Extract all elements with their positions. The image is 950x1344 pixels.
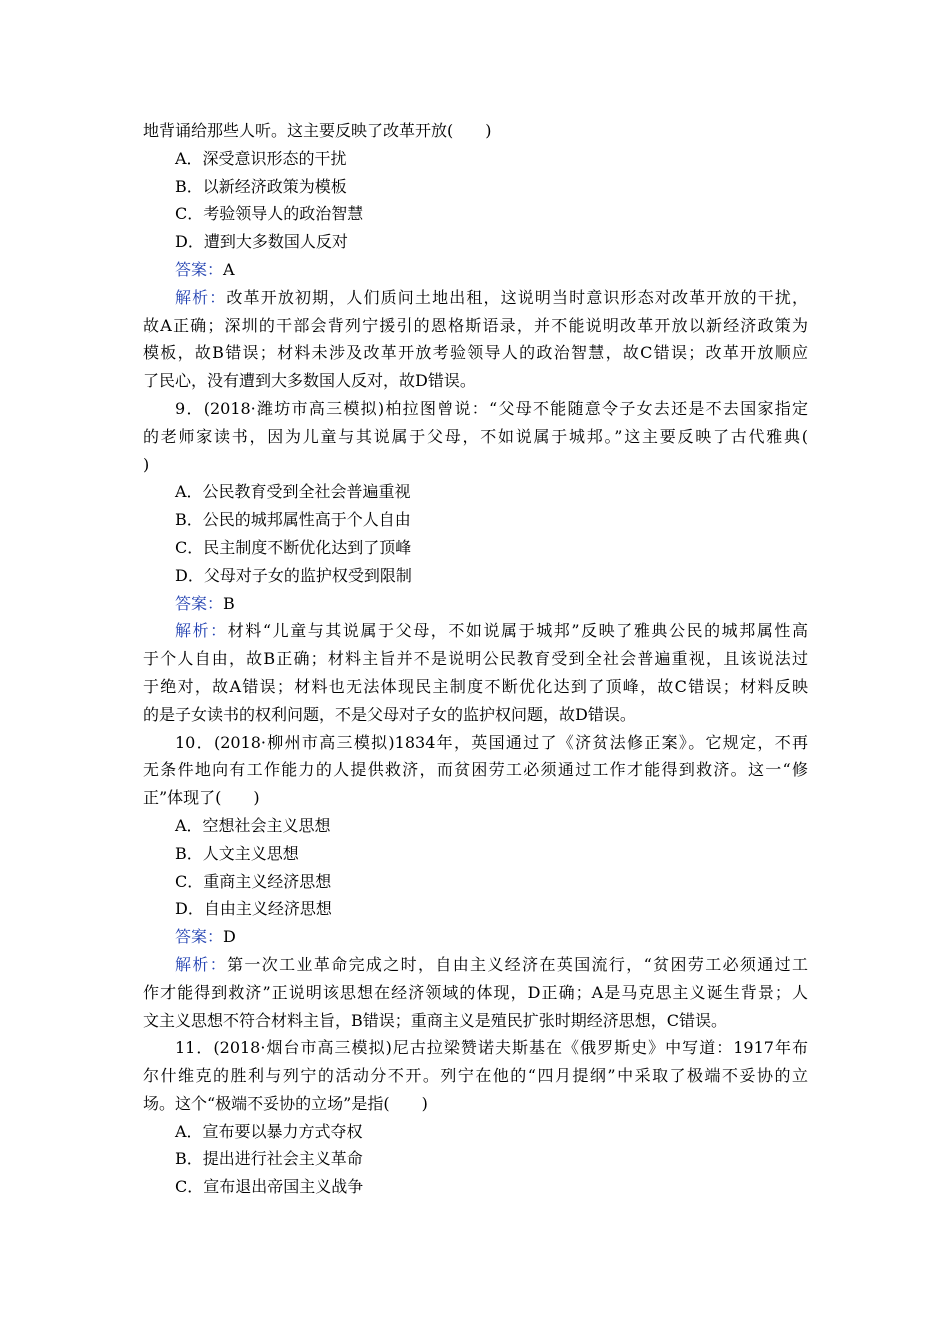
question-stem: 10．(2018·柳州市高三模拟)1834年，英国通过了《济贫法修正案》。它规定，不再 xyxy=(175,732,808,752)
analysis-line: 文主义思想不符合材料主旨，B错误；重商主义是殖民扩张时期经济思想，C错误。 xyxy=(143,1010,728,1030)
option-d: D．遭到大多数国人反对 xyxy=(175,232,348,252)
option-a: A．空想社会主义思想 xyxy=(175,815,331,835)
question-stem: 场。这个“极端不妥协的立场”是指( ) xyxy=(143,1093,428,1113)
analysis-label: 解析： xyxy=(175,621,228,641)
analysis-line: 于绝对，故A错误；材料也无法体现民主制度不断优化达到了顶峰，故C错误；材料反映 xyxy=(143,676,808,696)
question-stem: 11．(2018·烟台市高三模拟)尼古拉梁赞诺夫斯基在《俄罗斯史》中写道：1917年布 xyxy=(175,1038,808,1058)
analysis-line: 故A正确；深圳的干部会背列宁援引的恩格斯语录，并不能说明改革开放以新经济政策为 xyxy=(143,315,808,335)
answer-line xyxy=(143,256,808,284)
option-a: A．公民教育受到全社会普遍重视 xyxy=(175,482,411,502)
answer-label: 答案： xyxy=(175,593,224,613)
option-d: D．父母对子女的监护权受到限制 xyxy=(175,565,412,585)
analysis-line: 的是子女读书的权利问题，不是父母对子女的监护权问题，故D错误。 xyxy=(143,704,636,724)
question-11 xyxy=(143,1034,808,1201)
analysis-line xyxy=(143,617,808,645)
analysis-line: 于个人自由，故B正确；材料主旨并不是说明公民教育受到全社会普遍重视，且该说法过 xyxy=(143,649,808,669)
question-stem: 正”体现了( ) xyxy=(143,788,260,808)
question-stem: 无条件地向有工作能力的人提供救济，而贫困劳工必须通过工作才能得到救济。这一“修 xyxy=(143,760,808,780)
answer-line xyxy=(143,923,808,951)
analysis-line xyxy=(143,284,808,312)
question-stem: ) xyxy=(143,454,150,474)
document-page xyxy=(143,117,808,1201)
option-c: C．宣布退出帝国主义战争 xyxy=(175,1177,364,1197)
question-stem: 尔什维克的胜利与列宁的活动分不开。列宁在他的“四月提纲”中采取了极端不妥协的立 xyxy=(143,1066,808,1086)
answer-line xyxy=(143,590,808,618)
question-10 xyxy=(143,729,808,1035)
question-stem: 地背诵给那些人听。这主要反映了改革开放( ) xyxy=(143,121,492,140)
option-b: B．提出进行社会主义革命 xyxy=(175,1149,363,1169)
question-stem: 的老师家读书，因为儿童与其说属于父母，不如说属于城邦。”这主要反映了古代雅典( xyxy=(143,426,808,446)
analysis-text: 改革开放初期，人们质问土地出租，这说明当时意识形态对改革开放的干扰， xyxy=(226,287,808,307)
analysis-label: 解析： xyxy=(175,287,227,307)
question-8 xyxy=(143,117,808,395)
analysis-label: 解析： xyxy=(175,954,228,974)
option-b: B．人文主义思想 xyxy=(175,843,299,863)
analysis-text: 材料“儿童与其说属于父母，不如说属于城邦”反映了雅典公民的城邦属性高 xyxy=(227,621,808,641)
question-stem: 9．(2018·潍坊市高三模拟)柏拉图曾说：“父母不能随意令子女去还是不去国家指定 xyxy=(175,398,808,418)
analysis-line: 了民心，没有遭到大多数国人反对，故D错误。 xyxy=(143,371,476,391)
option-c: C．重商主义经济思想 xyxy=(175,871,332,891)
answer-label: 答案： xyxy=(175,259,224,279)
option-c: C．民主制度不断优化达到了顶峰 xyxy=(175,537,412,557)
analysis-text: 第一次工业革命完成之时，自由主义经济在英国流行，“贫困劳工必须通过工 xyxy=(227,954,808,974)
answer-value: A xyxy=(223,259,235,279)
option-b: B．公民的城邦属性高于个人自由 xyxy=(175,510,411,530)
option-a: A．深受意识形态的干扰 xyxy=(175,148,347,168)
option-d: D．自由主义经济思想 xyxy=(175,899,332,919)
option-a: A．宣布要以暴力方式夺权 xyxy=(175,1121,363,1141)
answer-label: 答案： xyxy=(175,927,224,947)
answer-value: B xyxy=(223,593,235,613)
answer-value: D xyxy=(223,927,236,947)
analysis-line: 模板，故B错误；材料未涉及改革开放考验领导人的政治智慧，故C错误；改革开放顺应 xyxy=(143,343,808,363)
option-b: B．以新经济政策为模板 xyxy=(175,176,347,196)
question-9 xyxy=(143,395,808,729)
analysis-line: 作才能得到救济”正说明该思想在经济领域的体现，D正确；A是马克思主义诞生背景；人 xyxy=(143,982,808,1002)
option-c: C．考验领导人的政治智慧 xyxy=(175,204,364,224)
analysis-line xyxy=(143,951,808,979)
